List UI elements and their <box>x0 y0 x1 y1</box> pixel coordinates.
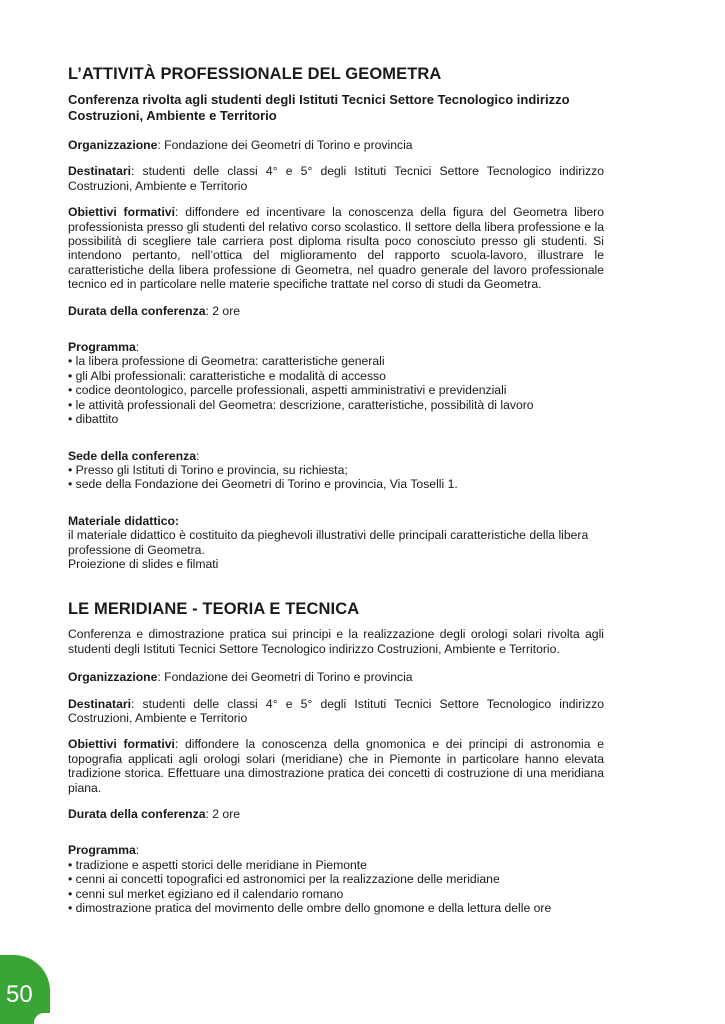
duration <box>68 304 604 318</box>
section-title: L’ATTIVITÀ PROFESSIONALE DEL GEOMETRA <box>68 65 442 83</box>
objectives-label: Obiettivi formativi <box>68 737 175 752</box>
venue <box>68 449 604 492</box>
recipients <box>68 164 604 193</box>
organization <box>68 670 604 684</box>
organization-text: : Fondazione dei Geometri di Torino e provincia <box>157 670 413 685</box>
page-content <box>68 64 604 927</box>
page-number-tab <box>0 955 50 1024</box>
teaching-material <box>68 514 604 572</box>
list-item: • sede della Fondazione dei Geometri di Torino e provincia, Via Toselli 1. <box>68 477 458 492</box>
recipients-text: : studenti delle classi 4° e 5° degli Istituti Tecnici Settore Tecnologico indirizzo Costruzioni, Ambiente e Territorio <box>68 164 604 193</box>
duration-text: : 2 ore <box>205 303 241 318</box>
section-subtitle: Conferenza rivolta agli studenti degli Istituti Tecnici Settore Tecnologico indirizzo Costruzioni, Ambiente e Territorio <box>68 92 570 123</box>
list-item: • dimostrazione pratica del movimento delle ombre dello gnomone e della lettura delle ore <box>68 901 552 916</box>
program-label: Programma <box>68 843 136 858</box>
program-label: Programma <box>68 340 136 355</box>
program-list <box>68 858 604 916</box>
recipients-label: Destinatari <box>68 696 131 711</box>
organization-label: Organizzazione <box>68 670 158 685</box>
teaching-material-text: il materiale didattico è costituito da pieghevoli illustrativi delle principali caratteristiche della libera professione di Geometra. <box>68 528 589 557</box>
list-item: • gli Albi professionali: caratteristiche e modalità di accesso <box>68 368 386 383</box>
objectives-text: : diffondere ed incentivare la conoscenza della figura del Geometra libero professionista presso gli studenti del relativo corso scolastico. Il settore della libera professione e la possibilità di scegliere tale carriera post diploma risulta poco conosciuto presso gli studenti. Si intendono pertanto, nell’ottica del miglioramento del rapporto scuola-lavoro, illustrare le caratteristiche della libera professione di Geometra, nel quadro generale del lavoro professionale tecnico ed in particolare nelle materie specifiche trattate nel corso di studi da Geometra. <box>68 205 604 292</box>
duration <box>68 807 604 821</box>
section-geometra <box>68 64 604 571</box>
list-item: • cenni ai concetti topografici ed astronomici per la realizzazione delle meridiane <box>68 872 500 887</box>
recipients <box>68 697 604 726</box>
list-item: • tradizione e aspetti storici delle meridiane in Piemonte <box>68 857 367 872</box>
list-item: • la libera professione di Geometra: caratteristiche generali <box>68 354 385 369</box>
duration-label: Durata della conferenza <box>68 303 206 318</box>
venue-list <box>68 463 604 492</box>
list-item: • le attività professionali del Geometra: descrizione, caratteristiche, possibilità di lavoro <box>68 397 534 412</box>
program <box>68 843 604 915</box>
venue-colon: : <box>196 448 200 463</box>
list-item: • Presso gli Istituti di Torino e provincia, su richiesta; <box>68 462 348 477</box>
organization-text: : Fondazione dei Geometri di Torino e provincia <box>157 138 413 152</box>
list-item: • dibattito <box>68 412 119 427</box>
list-item: • codice deontologico, parcelle professionali, aspetti amministrativi e previdenziali <box>68 383 507 398</box>
organization-label: Organizzazione <box>68 138 158 152</box>
recipients-label: Destinatari <box>68 164 131 179</box>
section-meridiane <box>68 599 604 915</box>
program <box>68 340 604 426</box>
duration-text: : 2 ore <box>205 807 241 821</box>
teaching-material-label: Materiale didattico: <box>68 513 180 528</box>
objectives-label: Obiettivi formativi <box>68 205 176 220</box>
objectives <box>68 205 604 291</box>
objectives-text: : diffondere la conoscenza della gnomonica e dei principi di astronomia e topografia applicati agli orologi solari (meridiane) che in Piemonte in particolare hanno elevata tradizione storica. Effettuare una dimostrazione pratica dei concetti di costruzione di una meridiana piana. <box>68 737 604 795</box>
page-number: 50 <box>6 980 33 1008</box>
recipients-text: : studenti delle classi 4° e 5° degli Istituti Tecnici Settore Tecnologico indirizzo Costruzioni, Ambiente e Territorio <box>68 696 604 725</box>
duration-label: Durata della conferenza <box>68 807 206 821</box>
organization <box>68 138 604 152</box>
program-list <box>68 354 604 426</box>
program-colon: : <box>135 843 140 858</box>
section-intro: Conferenza e dimostrazione pratica sui principi e la realizzazione degli orologi solari rivolta agli studenti degli Istituti Tecnici Settore Tecnologico indirizzo Costruzioni, Ambiente e Territorio. <box>68 627 604 656</box>
objectives <box>68 737 604 795</box>
section-title: LE MERIDIANE - TEORIA E TECNICA <box>68 600 360 619</box>
list-item: • cenni sul merket egiziano ed il calendario romano <box>68 886 344 901</box>
program-colon: : <box>135 340 140 355</box>
venue-label: Sede della conferenza <box>68 448 197 463</box>
teaching-material-text: Proiezione di slides e filmati <box>68 556 219 571</box>
tab-notch <box>34 1013 50 1024</box>
